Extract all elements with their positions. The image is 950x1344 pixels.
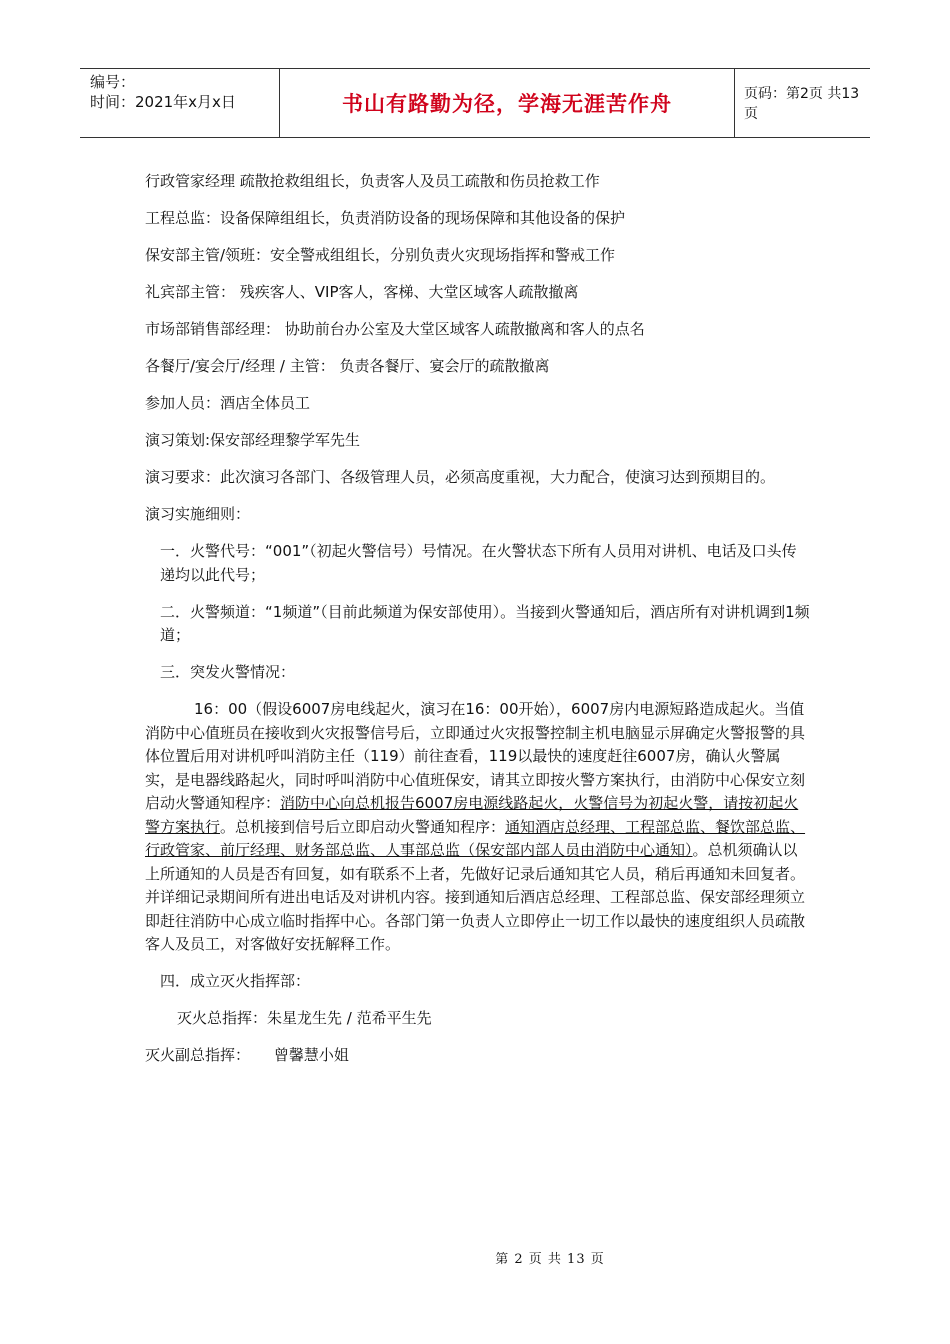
incident-text-1: 16：00（假设6007房电线起火，演习在16：00开始），6007房内电源短路造成起火。当值消防中心值班员在接收到火灾报警信号后，立即通过火灾报警控制主机电脑显示屏确定火警报警的具体位置后用对讲机呼叫消防主任（119）前往查看，119以最快的速度赶往6007房，确认火警属实，是电器线路起火，同时呼叫消防中心值班保安，请其立即按火警方案执行，由消防中心保安立刻启动火警通知程序： xyxy=(145,700,806,812)
incident-underlined-1: 消防中心向总机报告6007房电源线路起火，火警信号为初起火警，请按初起火警方案执行 xyxy=(145,794,799,836)
planner-paragraph: 演习策划:保安部经理黎学军先生 xyxy=(145,431,361,449)
document-number-label: 编号： xyxy=(90,73,136,91)
role-paragraph: 行政管家经理 疏散抢救组组长，负责客人及员工疏散和伤员抢救工作 xyxy=(145,172,600,190)
page-footer: 第 2 页 共 13 页 xyxy=(495,1252,605,1267)
deputy-commander-line: 灭火副总指挥： 曾馨慧小姐 xyxy=(145,1046,349,1064)
participants-paragraph: 参加人员：酒店全体员工 xyxy=(145,394,311,412)
role-paragraph: 保安部主管/领班：安全警戒组组长，分别负责火灾现场指挥和警戒工作 xyxy=(145,246,616,264)
requirements-paragraph: 演习要求：此次演习各部门、各级管理人员，必须高度重视，大力配合，使演习达到预期目的。 xyxy=(145,468,776,486)
document-body xyxy=(145,170,810,1081)
role-paragraph: 礼宾部主管： 残疾客人、VIP客人，客梯、大堂区域客人疏散撤离 xyxy=(145,283,579,301)
item-fire-code: 一．火警代号：“001”（初起火警信号）号情况。在火警状态下所有人员用对讲机、电话及口头传递均以此代号； xyxy=(160,542,797,584)
incident-paragraph xyxy=(145,698,810,957)
header-page-info: 页码：第2页 共13页 xyxy=(744,86,860,122)
document-date-label: 时间：2021年x月x日 xyxy=(90,93,236,111)
item-fire-channel: 二．火警频道：“1频道”（目前此频道为保安部使用）。当接到火警通知后，酒店所有对讲机调到1频道； xyxy=(160,602,810,644)
item-incident-heading: 三．突发火警情况： xyxy=(160,663,296,681)
header-motto-cell xyxy=(280,69,735,137)
header-meta xyxy=(80,69,280,137)
commander-line: 灭火总指挥：朱星龙生先 / 范希平生先 xyxy=(177,1009,432,1027)
incident-text-3: 。总机须确认以上所通知的人员是否有回复，如有联系不上者，先做好记录后通知其它人员，稍后再通知未回复者。并详细记录期间所有进出电话及对讲机内容。接到通知后酒店总经理、工程部总监、保安部经理须立即赶往消防中心成立临时指挥中心。各部门第一负责人立即停止一切工作以最快的速度组织人员疏散客人及员工，对客做好安抚解释工作。 xyxy=(145,841,806,953)
incident-underlined-2: 通知酒店总经理、工程部总监、餐饮部总监、行政管家、前厅经理、财务部总监、人事部总监（保安部内部人员由消防中心通知） xyxy=(145,817,806,859)
incident-text-2: 。总机接到信号后立即启动火警通知程序： xyxy=(220,817,506,836)
details-heading: 演习实施细则： xyxy=(145,505,251,523)
page-header xyxy=(80,68,870,138)
header-motto: 书山有路勤为径，学海无涯苦作舟 xyxy=(342,92,672,116)
role-paragraph: 各餐厅/宴会厅/经理 / 主管： 负责各餐厅、宴会厅的疏散撤离 xyxy=(145,357,550,375)
item-command-heading: 四．成立灭火指挥部： xyxy=(160,972,311,990)
role-paragraph: 工程总监：设备保障组组长，负责消防设备的现场保障和其他设备的保护 xyxy=(145,209,626,227)
role-paragraph: 市场部销售部经理： 协助前台办公室及大堂区域客人疏散撤离和客人的点名 xyxy=(145,320,645,338)
